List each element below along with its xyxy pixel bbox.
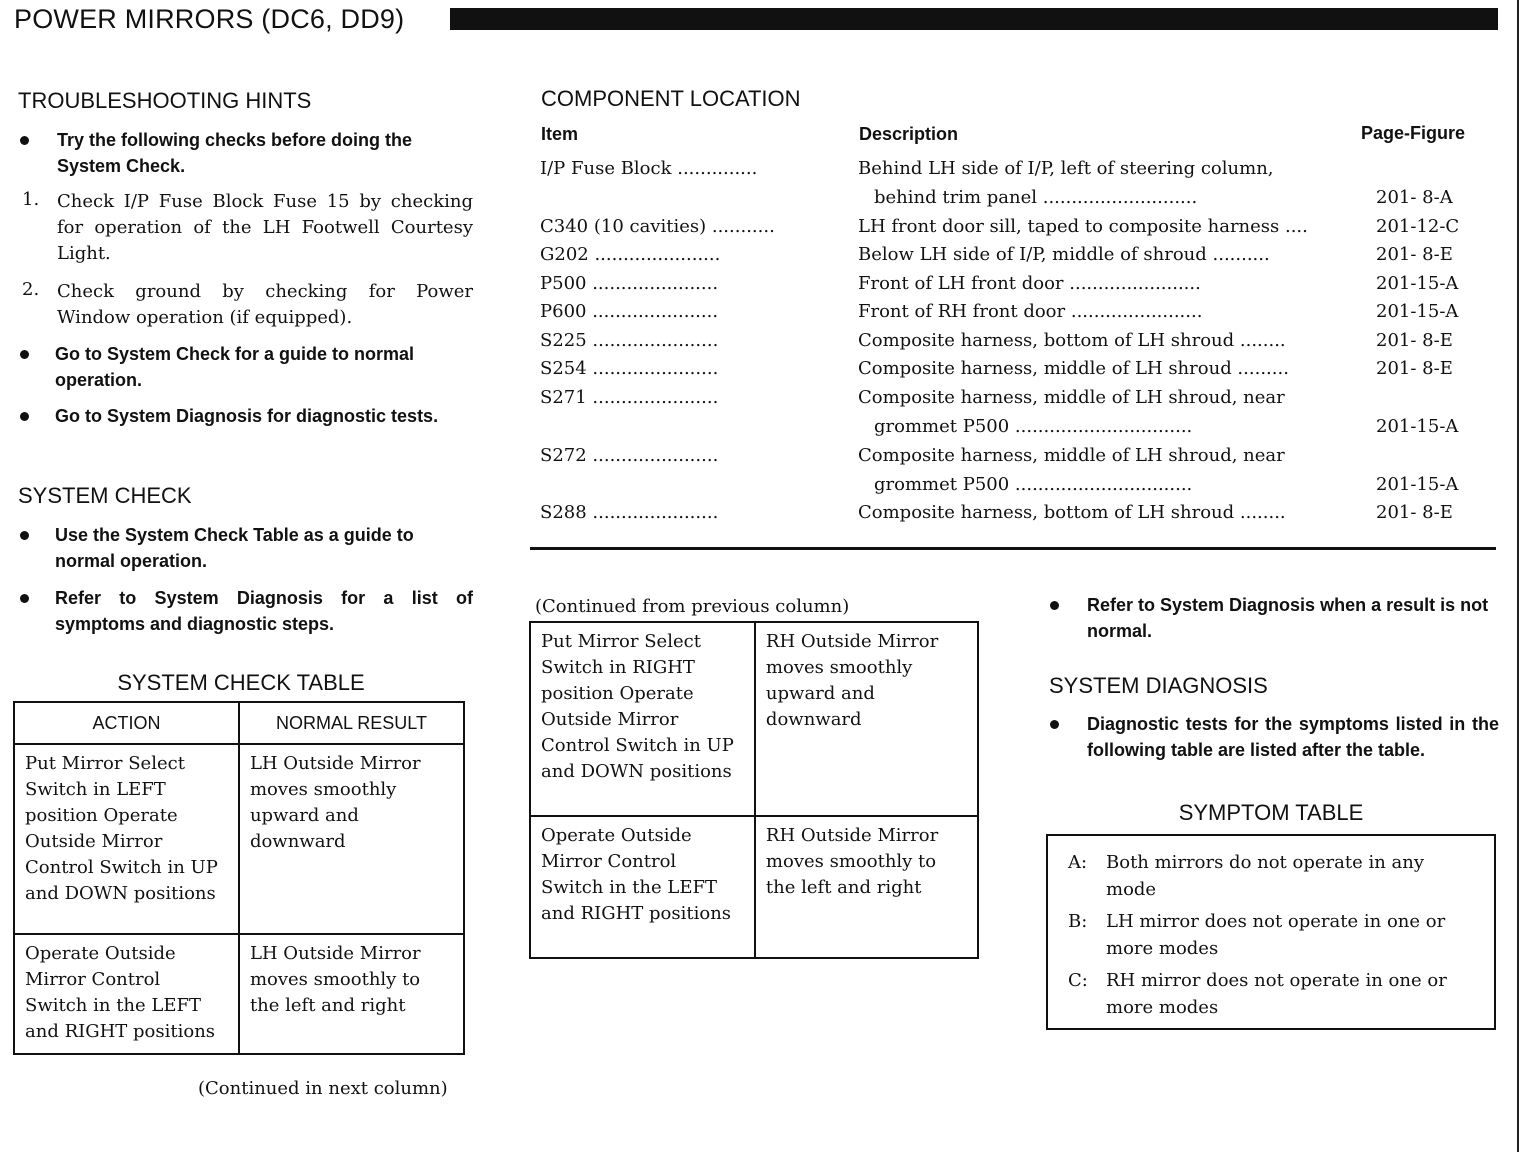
list-number: 1. (22, 189, 40, 210)
table-row (14, 744, 464, 934)
bullet-icon (20, 531, 29, 540)
troubleshooting-item: Check ground by checking for Power Window operation (if equipped). (57, 281, 473, 328)
troubleshooting-item: Go to System Diagnosis for diagnostic tests. (55, 406, 439, 426)
diagnosis-note: Diagnostic tests for the symptoms listed in the following table are listed after the table. (1087, 714, 1499, 760)
component-page-figure: 201-15-A (1376, 416, 1459, 437)
result-cell: RH Outside Mirror moves smoothly to the left and right (755, 816, 978, 958)
symptom-text: RH mirror does not operate in one or more modes (1106, 970, 1447, 1018)
table-row (540, 416, 1490, 444)
list-number: 2. (22, 279, 40, 300)
column-header-page-figure: Page-Figure (1361, 123, 1466, 143)
component-description: Composite harness, bottom of LH shroud ........ (858, 502, 1286, 523)
table-row (540, 474, 1490, 502)
action-cell: Operate Outside Mirror Control Switch in the LEFT and RIGHT positions (530, 816, 755, 958)
table-row (530, 816, 978, 958)
section-divider (530, 547, 1496, 550)
table-header-row (14, 702, 464, 744)
component-description: grommet P500 ............................... (874, 474, 1193, 495)
table-row (14, 934, 464, 1054)
system-diagnosis-heading: SYSTEM DIAGNOSIS (1049, 673, 1268, 698)
component-page-figure: 201-15-A (1376, 474, 1459, 495)
component-page-figure: 201-12-C (1376, 216, 1460, 237)
symptom-table (1046, 834, 1496, 1030)
component-location-heading: COMPONENT LOCATION (541, 86, 801, 111)
component-item: I/P Fuse Block .............. (540, 158, 758, 179)
result-cell: LH Outside Mirror moves smoothly to the left and right (239, 934, 464, 1054)
column-header-item: Item (541, 124, 579, 144)
troubleshooting-heading: TROUBLESHOOTING HINTS (18, 88, 312, 113)
table-row (540, 301, 1490, 329)
component-page-figure: 201- 8-E (1376, 358, 1453, 379)
table-row (530, 622, 978, 816)
component-page-figure: 201- 8-E (1376, 244, 1453, 265)
bullet-icon (20, 594, 29, 603)
component-page-figure: 201- 8-A (1376, 187, 1453, 208)
table-row (540, 445, 1490, 473)
table-row (540, 216, 1490, 244)
component-item: S288 ...................... (540, 502, 719, 523)
component-item: P500 ...................... (540, 273, 719, 294)
refer-note: Refer to System Diagnosis when a result is not normal. (1087, 595, 1489, 641)
troubleshooting-item: Check I/P Fuse Block Fuse 15 by checking for operation of the LH Footwell Courtesy Light. (57, 191, 473, 264)
bullet-icon (1050, 601, 1059, 610)
system-check-table (13, 701, 465, 1055)
component-page-figure: 201- 8-E (1376, 502, 1453, 523)
system-check-item: Use the System Check Table as a guide to normal operation. (55, 525, 414, 571)
component-description: Composite harness, middle of LH shroud ......... (858, 358, 1289, 379)
table-row (540, 330, 1490, 358)
component-page-figure: 201- 8-E (1376, 330, 1453, 351)
table-row (540, 358, 1490, 386)
component-description: LH front door sill, taped to composite harness .... (858, 216, 1308, 237)
component-item: S254 ...................... (540, 358, 719, 379)
component-item: S225 ...................... (540, 330, 719, 351)
table-row (540, 502, 1490, 530)
symptom-table-title: SYMPTOM TABLE (1178, 800, 1364, 825)
system-check-table-continued (529, 621, 979, 959)
component-description: Composite harness, middle of LH shroud, near (858, 445, 1285, 466)
column-header-description: Description (859, 124, 959, 144)
table-row (540, 158, 1490, 186)
column-header-normal-result: NORMAL RESULT (239, 702, 464, 744)
bullet-icon (1050, 720, 1059, 729)
component-description: Composite harness, bottom of LH shroud ........ (858, 330, 1286, 351)
component-item: C340 (10 cavities) ........... (540, 216, 775, 237)
symptom-text: Both mirrors do not operate in any mode (1106, 852, 1425, 900)
result-cell: RH Outside Mirror moves smoothly upward and downward (755, 622, 978, 816)
component-description: Below LH side of I/P, middle of shroud .......... (858, 244, 1270, 265)
component-description: Front of LH front door ....................... (858, 273, 1201, 294)
component-page-figure: 201-15-A (1376, 273, 1459, 294)
component-description: Composite harness, middle of LH shroud, near (858, 387, 1285, 408)
title-bar (450, 8, 1498, 30)
action-cell: Put Mirror Select Switch in LEFT position Operate Outside Mirror Control Switch in UP and DOWN positions (14, 744, 239, 934)
column-header-action: ACTION (14, 702, 239, 744)
table-row (540, 273, 1490, 301)
component-description: grommet P500 ............................... (874, 416, 1193, 437)
continued-note: (Continued in next column) (198, 1078, 448, 1099)
result-cell: LH Outside Mirror moves smoothly upward and downward (239, 744, 464, 934)
bullet-icon (20, 350, 29, 359)
bullet-icon (20, 412, 29, 421)
troubleshooting-item: Try the following checks before doing the System Check. (57, 130, 413, 176)
system-check-table-title: SYSTEM CHECK TABLE (117, 670, 365, 695)
component-description: Front of RH front door ....................... (858, 301, 1203, 322)
action-cell: Operate Outside Mirror Control Switch in the LEFT and RIGHT positions (14, 934, 239, 1054)
bullet-icon (20, 136, 29, 145)
table-row (540, 187, 1490, 215)
system-check-item: Refer to System Diagnosis for a list of symptoms and diagnostic steps. (55, 588, 473, 634)
component-item: S272 ...................... (540, 445, 719, 466)
symptom-letter: C: (1068, 970, 1088, 991)
troubleshooting-item: Go to System Check for a guide to normal operation. (55, 344, 415, 390)
component-item: G202 ...................... (540, 244, 721, 265)
component-item: S271 ...................... (540, 387, 719, 408)
table-row (540, 387, 1490, 415)
symptom-letter: B: (1068, 911, 1088, 932)
component-item: P600 ...................... (540, 301, 719, 322)
table-row (540, 244, 1490, 272)
symptom-text: LH mirror does not operate in one or more modes (1106, 911, 1446, 959)
component-page-figure: 201-15-A (1376, 301, 1459, 322)
system-check-heading: SYSTEM CHECK (18, 483, 192, 508)
page-title: POWER MIRRORS (DC6, DD9) (14, 4, 405, 34)
action-cell: Put Mirror Select Switch in RIGHT position Operate Outside Mirror Control Switch in UP and DOWN positions (530, 622, 755, 816)
page-edge-rule (1517, 0, 1519, 1152)
component-description: Behind LH side of I/P, left of steering column, (858, 158, 1274, 179)
symptom-letter: A: (1068, 852, 1088, 873)
component-description: behind trim panel ........................... (874, 187, 1198, 208)
continued-from-note: (Continued from previous column) (535, 596, 850, 617)
